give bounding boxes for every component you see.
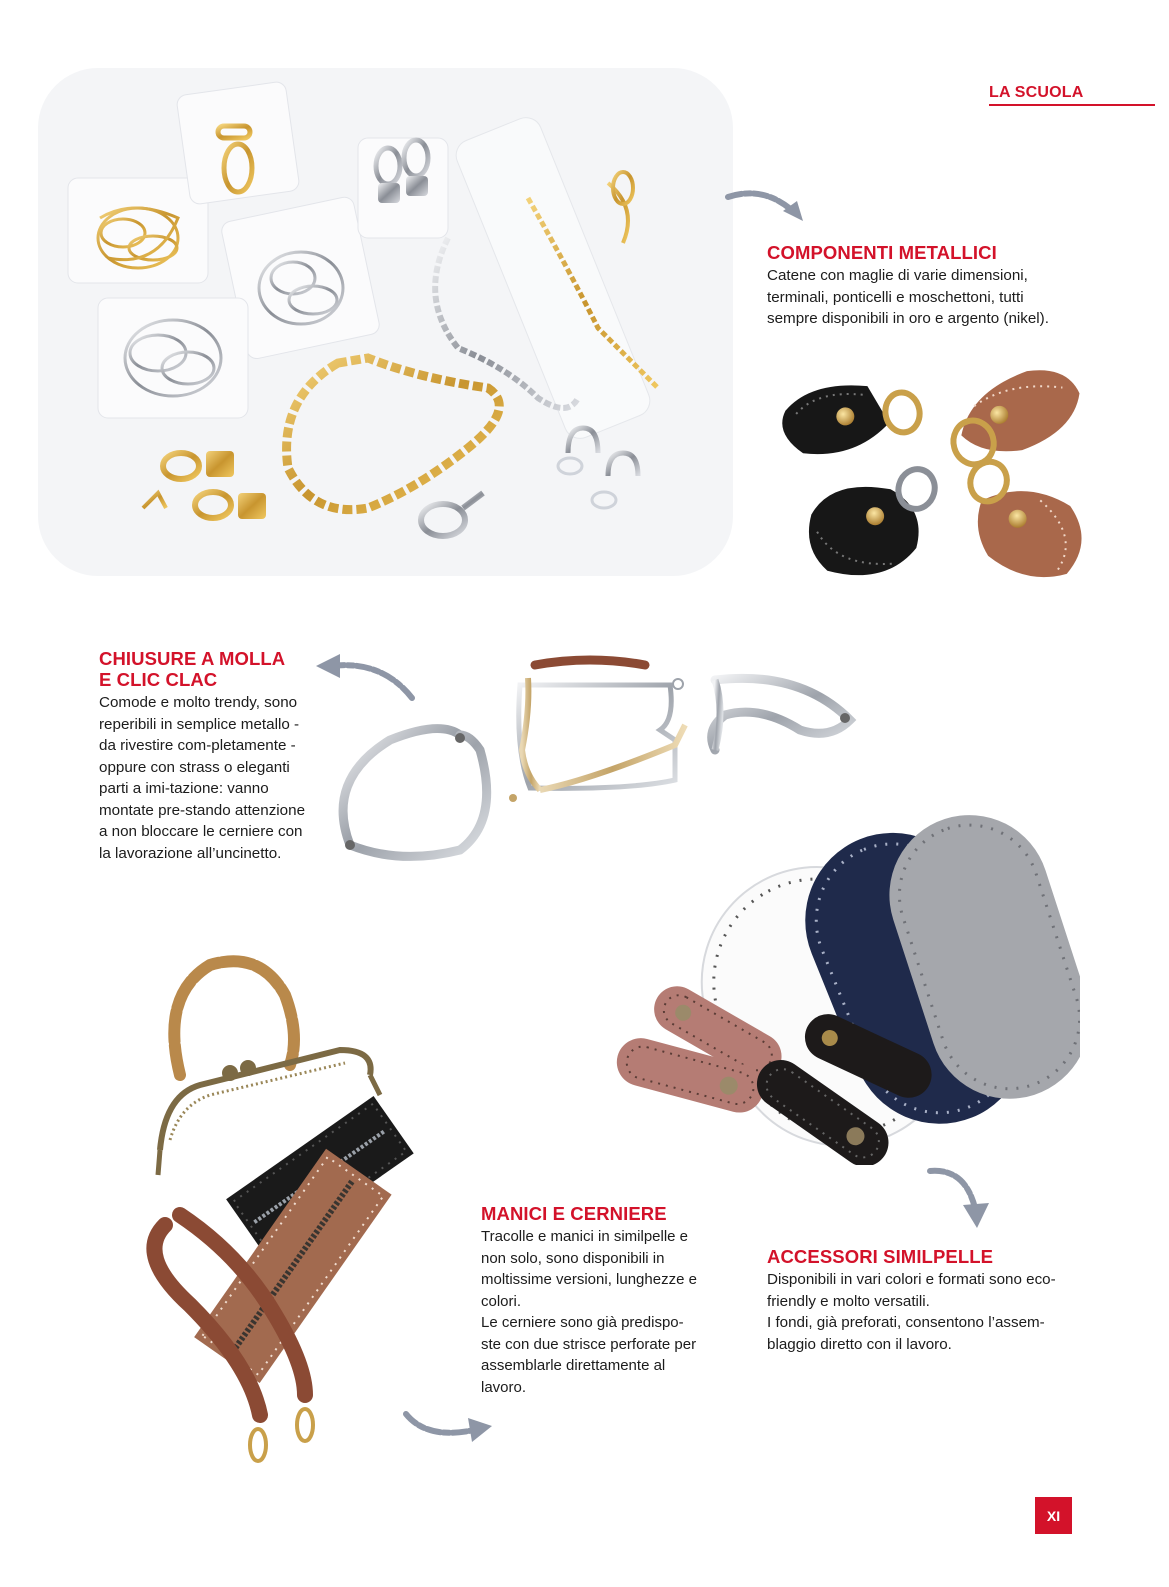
section-title-leather: ACCESSORI SIMILPELLE	[767, 1246, 994, 1267]
paragraph: Tracolle e manici in similpelle e non solo, sono disponibili in moltissime versioni, lunghezze e colori.	[481, 1228, 697, 1310]
section-body-metal	[767, 265, 1067, 330]
paragraph: Catene con maglie di varie dimensioni, terminali, ponticelli e moschettoni, tutti sempre disponibili in oro e argento (nikel).	[767, 267, 1049, 327]
faux-leather-photo	[610, 810, 1080, 1165]
leather-tabs-photo	[778, 360, 1098, 595]
curved-arrow-icon	[725, 183, 810, 228]
page-number: XI	[1035, 1497, 1072, 1534]
section-title-clasps: CHIUSURE A MOLLA E CLIC CLAC	[99, 648, 286, 690]
paragraph: Disponibili in vari colori e formati sono eco-friendly e molto versatili.	[767, 1271, 1056, 1310]
paragraph: Comode e molto trendy, sono reperibili in semplice metallo - da rivestire com-pletamente - oppure con strass o eleganti parti a imi-tazione: vanno montate pre-stando attenzione a non bloccare le cerniere con la lavorazione all’uncinetto.	[99, 694, 306, 862]
curved-arrow-icon	[925, 1163, 1000, 1233]
section-title-handles: MANICI E CERNIERE	[481, 1203, 667, 1224]
section-label: LA SCUOLA	[989, 84, 1155, 106]
section-body-leather	[767, 1269, 1079, 1355]
metal-components-photo	[38, 68, 733, 576]
handles-zippers-photo	[140, 955, 460, 1485]
section-title-metal: COMPONENTI METALLICI	[767, 242, 997, 263]
paragraph: Le cerniere sono già predispo-ste con due strisce perforate per assemblarle direttamente al lavoro.	[481, 1314, 697, 1396]
section-body-handles	[481, 1226, 699, 1398]
paragraph: I fondi, già preforati, consentono l’assem-blaggio diretto con il lavoro.	[767, 1314, 1045, 1353]
curved-arrow-icon	[402, 1408, 494, 1448]
section-body-clasps	[99, 692, 311, 864]
